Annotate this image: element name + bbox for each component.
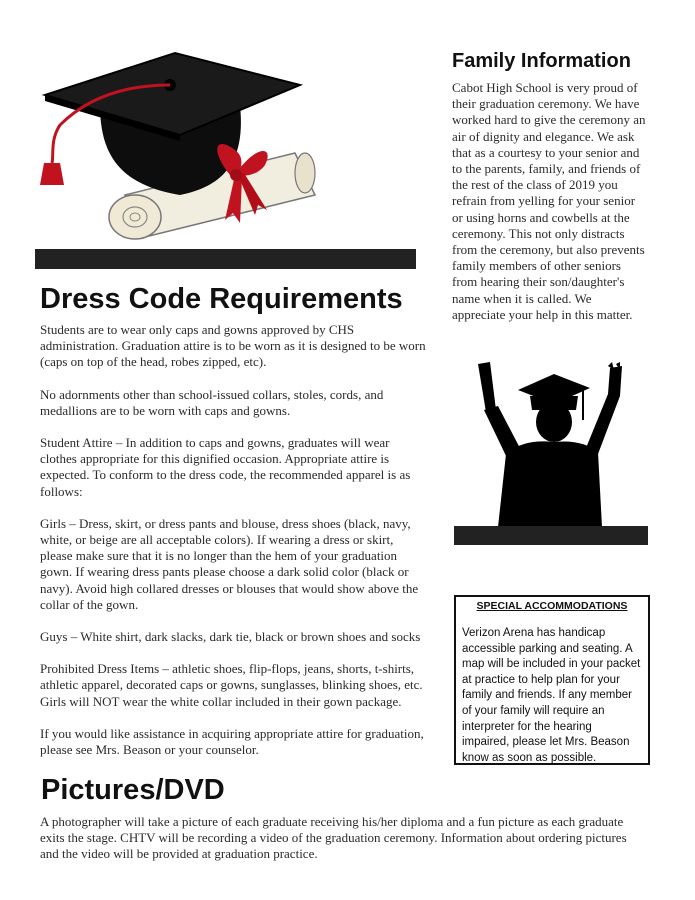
- special-accommodations-box: [454, 595, 650, 765]
- dress-code-paragraph: Girls – Dress, skirt, or dress pants and blouse, dress shoes (black, navy, white, or beige are all acceptable colors). If wearing a dress or skirt, please make sure that it is no longer than the hem of your graduation gown. If wearing dress pants please choose a dark solid color (black or navy). Avoid high collared dresses or blouses that would show above the collar of the gown.: [40, 515, 419, 612]
- dress-code-paragraph: Guys – White shirt, dark slacks, dark tie, black or brown shoes and socks: [40, 629, 421, 645]
- pictures-body: A photographer will take a picture of each graduate receiving his/her diploma and a fun picture as each graduate exits the stage. CHTV will be recording a video of the graduation ceremony. Information about ordering pictures and the video will be provided at graduation practice.: [40, 814, 627, 862]
- silhouette-footer-bar: [454, 526, 648, 545]
- dress-code-paragraph: Students are to wear only caps and gowns approved by CHS administration. Graduation attire is to be worn as it is designed to be worn (caps on top of the head, robes zipped, etc).: [40, 322, 426, 370]
- family-information-title: Family Information: [452, 50, 631, 72]
- special-accommodations-body: Verizon Arena has handicap accessible parking and seating. A map will be included in your packet at practice to help plan for your family and friends. If any member of your family will require an interpreter for the hearing impaired, please let Mrs. Beason know as soon as possible.: [462, 627, 641, 764]
- dress-code-paragraph: If you would like assistance in acquiring appropriate attire for graduation, please see Mrs. Beason or your counselor.: [40, 725, 424, 758]
- special-accommodations-title: SPECIAL ACCOMMODATIONS: [476, 600, 628, 612]
- graduation-cap-illustration: [30, 45, 330, 245]
- pictures-title: Pictures/DVD: [41, 774, 225, 806]
- dress-code-paragraph: Student Attire – In addition to caps and gowns, graduates will wear clothes appropriate for this dignified occasion. Appropriate attire is expected. To conform to the dress code, the recommended apparel is as follows:: [40, 435, 411, 499]
- graduate-silhouette-icon: [470, 362, 630, 527]
- graduation-cap-icon: [30, 45, 330, 245]
- dress-code-paragraph: No adornments other than school-issued collars, stoles, cords, and medallions are to be worn with caps and gowns.: [40, 386, 384, 418]
- dress-code-header-bar: [35, 249, 416, 269]
- dress-code-title: Dress Code Requirements: [40, 283, 403, 315]
- dress-code-body: [40, 322, 429, 774]
- family-information-body: Cabot High School is very proud of their graduation ceremony. We have worked hard to give the ceremony an air of dignity and elegance. We ask that as a courtesy to your senior and to the parents, family, and friends of the rest of the class of 2019 you refrain from yelling for your senior or using horns and cowbells at the ceremony. This not only distracts from the ceremony, but also prevents family members of other seniors from hearing their son/daughter's name when it is called. We appreciate your help in this matter.: [452, 80, 646, 322]
- dress-code-paragraph: Prohibited Dress Items – athletic shoes, flip-flops, jeans, shorts, t-shirts, athletic apparel, decorated caps or gowns, sunglasses, blinking shoes, etc. Girls will NOT wear the white collar included in their gown package.: [40, 661, 423, 709]
- graduate-silhouette-illustration: [470, 362, 630, 527]
